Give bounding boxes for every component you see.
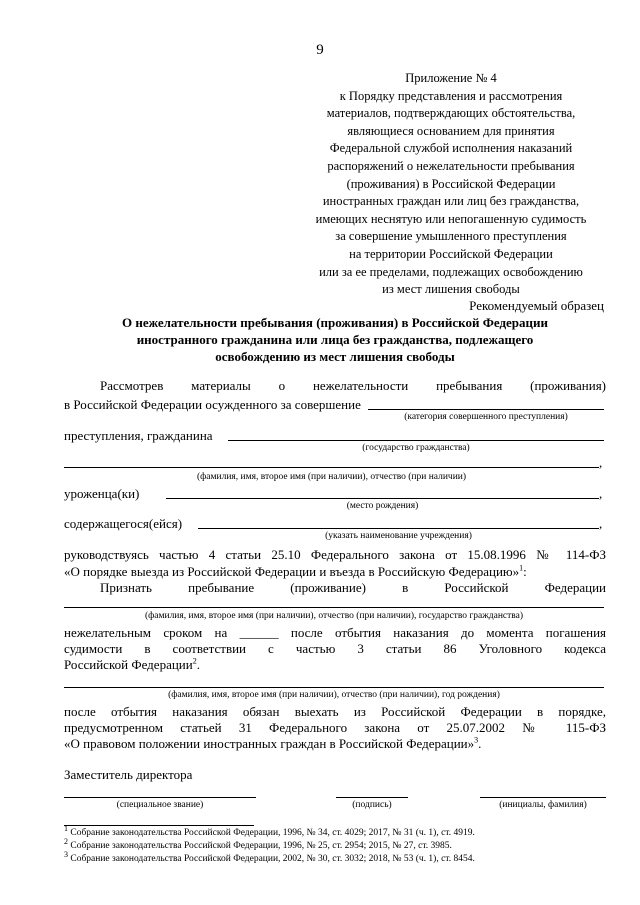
law-114-name: «О порядке выезда из Российской Федерации и въезда в Российскую Федерацию»: [64, 564, 520, 579]
signature-caption: (подпись): [352, 800, 392, 810]
person-field[interactable]: [64, 607, 604, 608]
person-year-field[interactable]: [64, 687, 604, 688]
law-115-text: «О правовом положении иностранных граждан в Российской Федерации»$^3$.: [64, 735, 482, 751]
rank-field[interactable]: [64, 797, 256, 798]
crime-category-field[interactable]: [368, 409, 604, 410]
comma: ,: [599, 486, 603, 501]
appendix-line: к Порядку представления и рассмотрения: [339, 88, 563, 103]
convicted-text: в Российской Федерации осужденного за совершение: [64, 397, 361, 412]
footnote-text: Собрание законодательства Российской Федерации, 1996, № 25, ст. 2954; 2015, № 27, ст. 3985.: [70, 841, 452, 851]
person-caption: (фамилия, имя, второе имя (при наличии), отчество (при наличии), государство гражданства): [144, 611, 524, 621]
citizenship-caption: (государство гражданства): [362, 443, 470, 453]
document-title: [60, 314, 610, 365]
citizenship-field[interactable]: [228, 440, 604, 441]
appendix-line: или за ее пределами, подлежащих освобождению: [319, 264, 583, 279]
recognize-text: Признать пребывание (проживание) в Российской Федерации: [100, 580, 606, 595]
appendix-line: Приложение № 4: [405, 71, 497, 85]
provided-text: предусмотренном статьей 31 Федерального закона от 25.07.2002 № 115-ФЗ: [64, 720, 606, 735]
institution-field[interactable]: [198, 528, 599, 529]
appendix-line: из мест лишения свободы: [382, 282, 520, 297]
guided-text: руководствуясь частью 4 статьи 25.10 Федерального закона от 15.08.1996 № 114-ФЗ: [64, 547, 606, 562]
footnote-ref: 1: [519, 563, 524, 573]
footnote-number: 1: [64, 823, 68, 833]
footnote-number: 2: [64, 836, 68, 846]
footnote-ref: 2: [192, 656, 197, 666]
footnote-number: 3: [64, 849, 68, 859]
footnote-1: [64, 823, 475, 838]
footnote-ref: 3: [474, 735, 479, 745]
birthplace-caption: (место рождения): [346, 501, 419, 511]
rf-name: Российской Федерации: [64, 657, 193, 672]
held-label: содержащегося(ейся): [64, 516, 183, 531]
title-line: освобождению из мест лишения свободы: [215, 349, 455, 364]
obliged-text: после отбытия наказания обязан выехать из Российской Федерации в порядке,: [64, 704, 606, 719]
footnote-3: [64, 849, 475, 864]
title-line: О нежелательности пребывания (проживания) в Российской Федерации: [121, 315, 549, 330]
footnote-text: Собрание законодательства Российской Федерации, 2002, № 30, ст. 3032; 2018, № 53 (ч. 1), ст. 8454.: [70, 854, 475, 864]
birthplace-field[interactable]: [166, 498, 599, 499]
appendix-line: имеющих неснятую или непогашенную судимость: [315, 211, 587, 226]
law-114-text: «О порядке выезда из Российской Федерации и въезда в Российскую Федерацию»$^1$:: [64, 563, 527, 579]
appendix-line: (проживания) в Российской Федерации: [346, 176, 556, 191]
appendix-line: на территории Российской Федерации: [349, 246, 553, 261]
crime-category-caption: (категория совершенного преступления): [404, 412, 568, 422]
appendix-line: материалов, подтверждающих обстоятельства,: [326, 106, 576, 121]
appendix-line: являющиеся основанием для принятия: [347, 123, 555, 138]
appendix-line: Федеральной службой исполнения наказаний: [329, 141, 573, 156]
native-of-label: уроженца(ки): [64, 486, 140, 501]
full-name-field[interactable]: [64, 467, 599, 468]
considered-text: Рассмотрев материалы о нежелательности пребывания (проживания): [100, 378, 606, 393]
institution-caption: (указать наименование учреждения): [325, 531, 472, 541]
comma: ,: [599, 455, 603, 470]
initials-caption: (инициалы, фамилия): [499, 800, 587, 810]
title-line: иностранного гражданина или лица без гражданства, подлежащего: [136, 332, 534, 347]
signature-field[interactable]: [336, 797, 408, 798]
initials-field[interactable]: [480, 797, 606, 798]
crime-citizen-text: преступления, гражданина: [64, 428, 213, 443]
footnote-separator: [64, 825, 254, 826]
deputy-director-label: Заместитель директора: [64, 767, 193, 782]
appendix-line: за совершение умышленного преступления: [335, 229, 567, 244]
footnote-text: Собрание законодательства Российской Федерации, 1996, № 34, ст. 4029; 2017, № 31 (ч. 1), ст. 4919.: [70, 828, 475, 838]
page-number: 9: [316, 42, 324, 58]
comma: ,: [599, 516, 603, 531]
person-year-caption: (фамилия, имя, второе имя (при наличии), отчество (при наличии), год рождения): [168, 690, 500, 700]
footnote-2: [64, 836, 452, 851]
full-name-caption: (фамилия, имя, второе имя (при наличии), отчество (при наличии): [196, 472, 467, 482]
russian-federation-text: Российской Федерации$^2$.: [64, 656, 200, 672]
appendix-reference: [296, 70, 606, 299]
appendix-line: распоряжений о нежелательности пребывания: [327, 158, 575, 173]
law-115-name: «О правовом положении иностранных граждан в Российской Федерации»: [64, 736, 475, 751]
criminal-record-text: судимости в соответствии с частью 3 статьи 86 Уголовного кодекса: [64, 641, 606, 656]
rank-caption: (специальное звание): [116, 800, 204, 810]
appendix-line: иностранных граждан или лиц без гражданства,: [322, 194, 580, 209]
sample-label: Рекомендуемый образец: [469, 298, 604, 313]
undesirable-text: нежелательным сроком на ______ после отбытия наказания до момента погашения: [64, 625, 606, 640]
